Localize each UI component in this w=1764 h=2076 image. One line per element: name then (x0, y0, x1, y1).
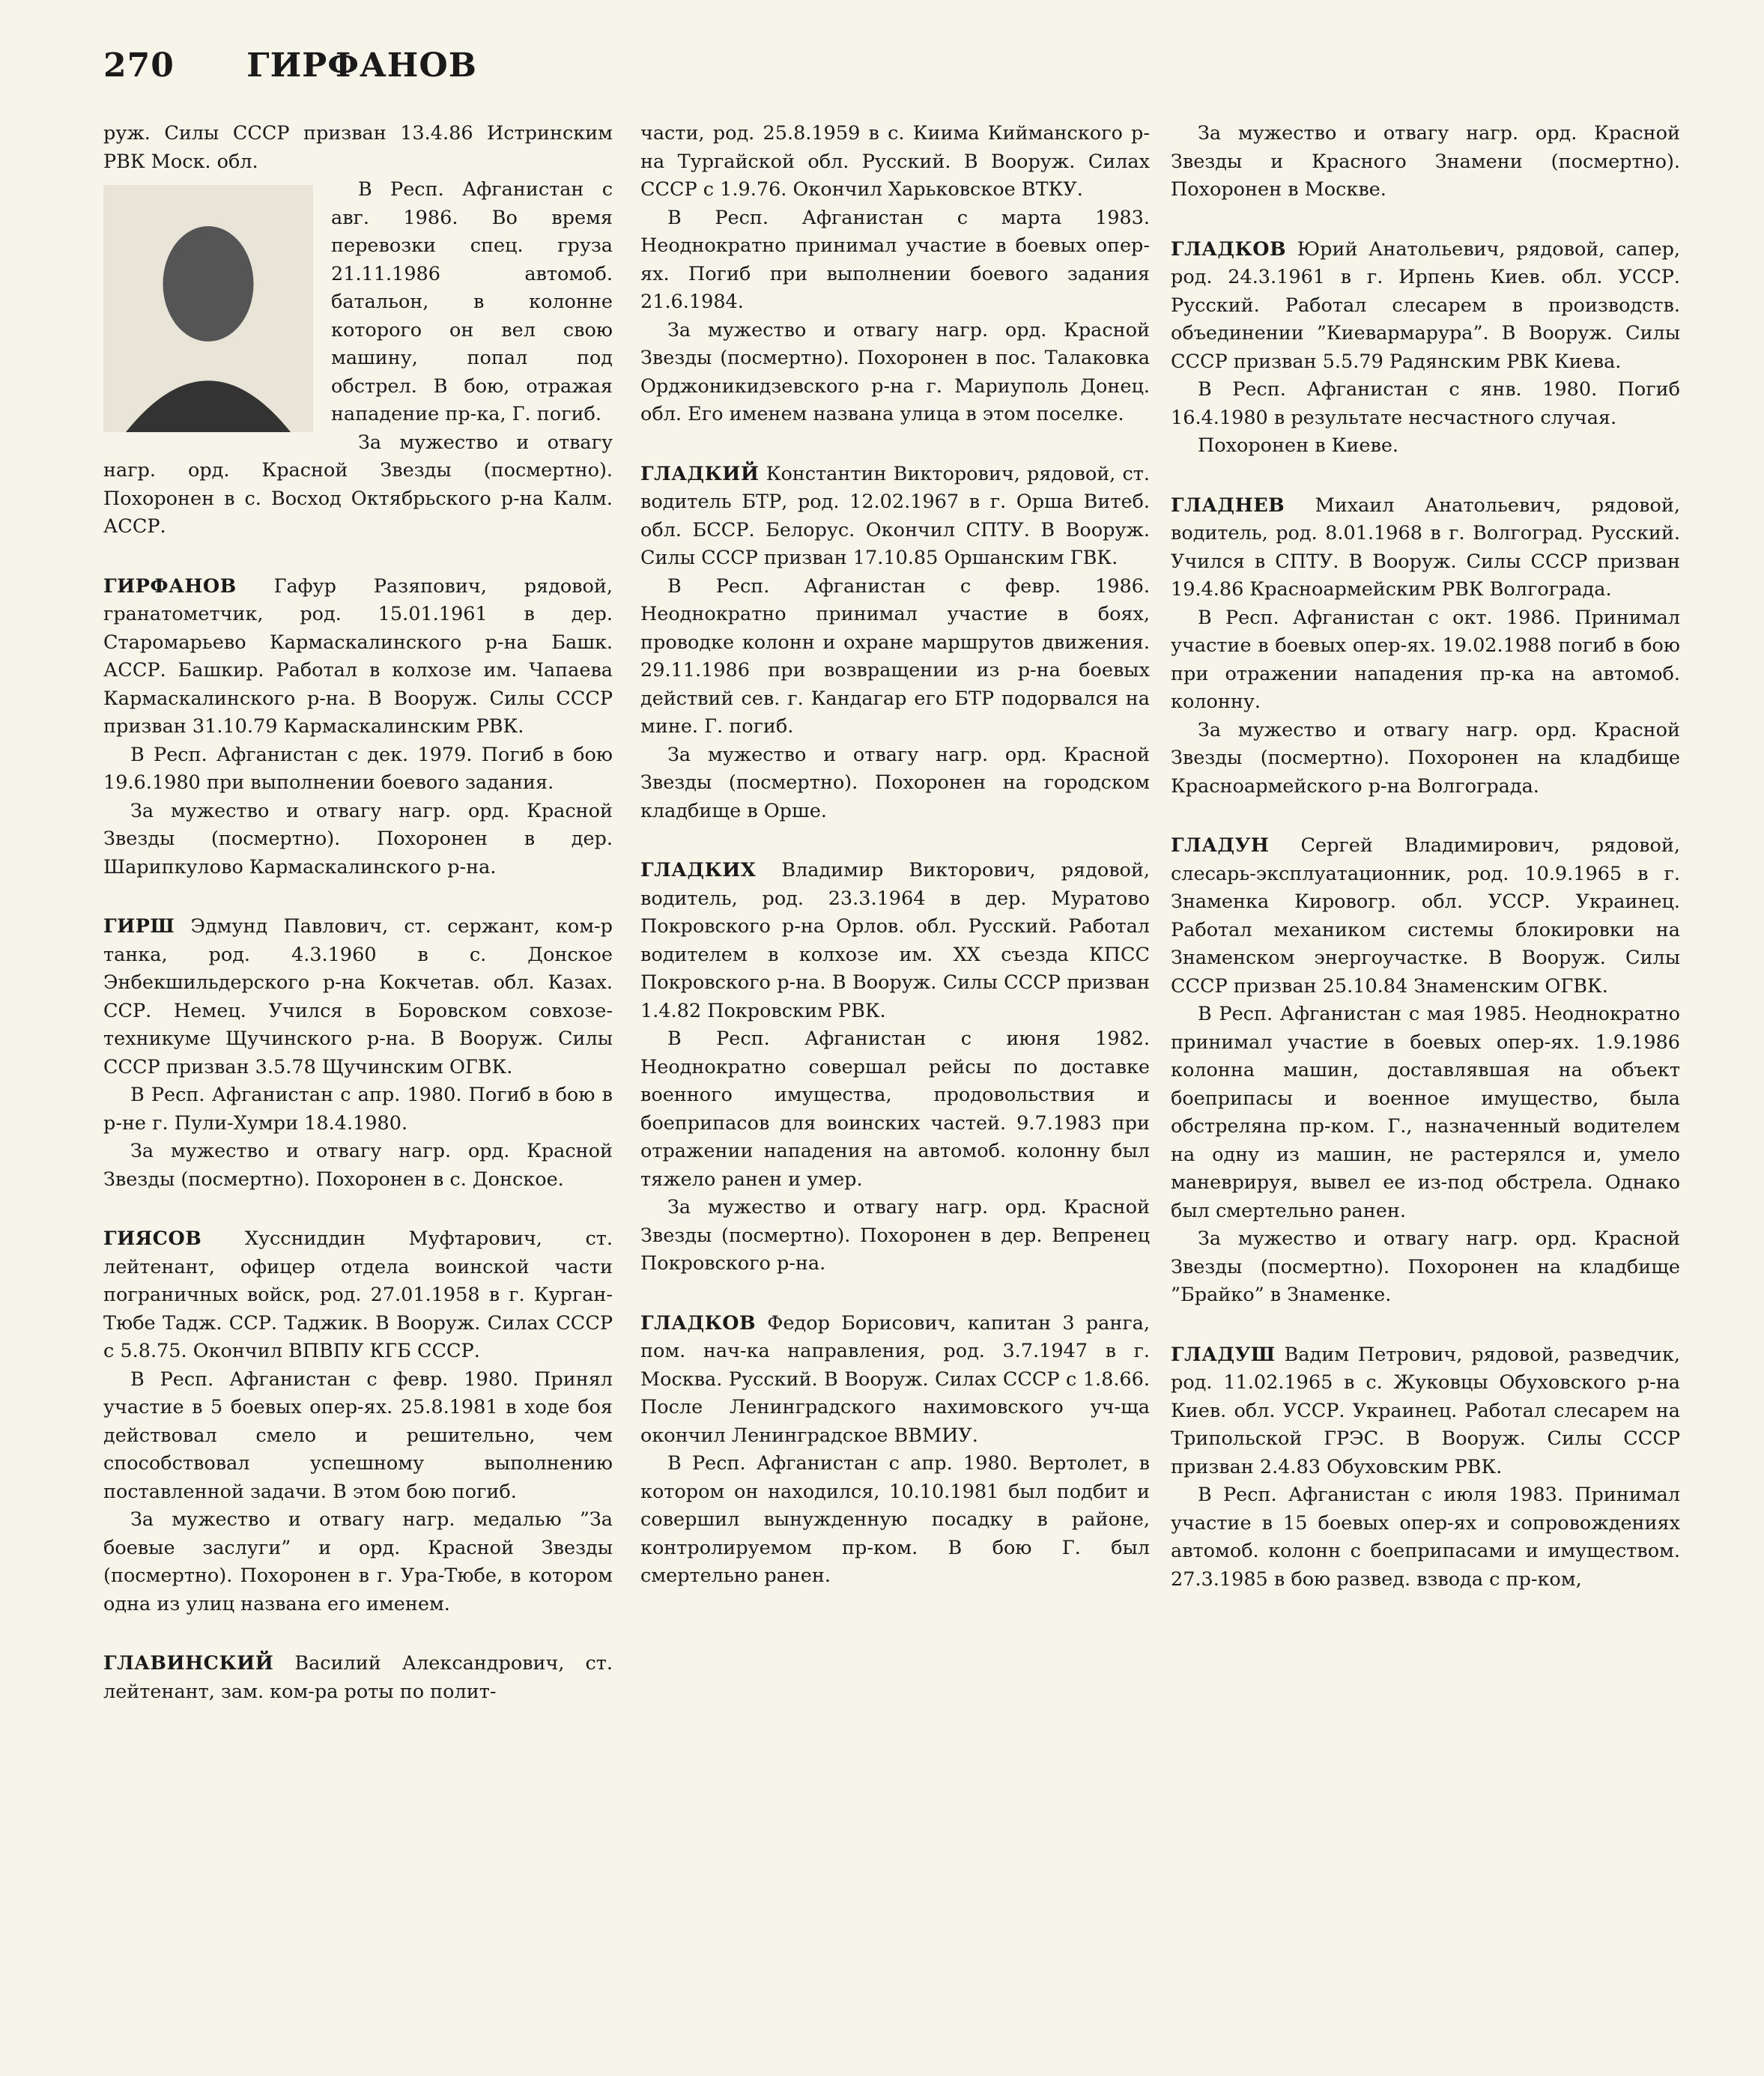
entry-paragraph: За мужество и отвагу нагр. медалью ”За боевые заслуги” и орд. Красной Звезды (посмертно). Похоронен в г. Ура-Тюбе, в котором одна из улиц названа его именем. (103, 1508, 613, 1615)
entry-gladkov-y (1171, 236, 1680, 461)
entry-paragraph: В Респ. Афганистан с мая 1985. Неоднократно принимал участие в боевых опер-ях. 1.9.1986 колонна машин, доставлявшая на объект боеприпасы и военное имущество, была обстреляна пр-ком. Г., назначенный водителем на одну из машин, не растерялся и, умело маневрируя, вывел ее из-под обстрела. Однако был смертельно ранен. (1171, 1003, 1680, 1222)
entry-paragraph: В Респ. Афганистан с июня 1982. Неоднократно совершал рейсы по доставке военного имущества, продовольствия и боеприпасов для воинских частей. 9.7.1983 при отражении нападения на автомоб. колонну был тяжело ранен и умер. (640, 1028, 1150, 1191)
entry-paragraph: В Респ. Афганистан с февр. 1986. Неоднократно принимал участие в боях, проводке колонн и охране маршрутов движения. 29.11.1986 при возвращении из р-на боевых действий сев. г. Кандагар его БТР подорвался на мине. Г. погиб. (640, 574, 1150, 738)
entry-paragraph: За мужество и отвагу нагр. орд. Красной Звезды (посмертно). Похоронен на кладбище Красноармейского р-на Волгограда. (1171, 718, 1680, 798)
entry-gladun (1171, 832, 1680, 1310)
entry-girsh (103, 913, 613, 1194)
entry-surname: ГЛАДКОВ (640, 1311, 757, 1335)
page-number: 270 (103, 46, 175, 85)
entry-lead: Михаил Анатольевич, рядовой, водитель, род. 8.01.1968 в г. Волгоград. Русский. Учился в СПТУ. В Вооруж. Силы СССР призван 19.4.86 Красноармейским РВК Волгограда. (1171, 494, 1680, 601)
entry-lead: Федор Борисович, капитан 3 ранга, пом. нач-ка направления, род. 3.7.1947 в г. Москва. Русский. В Вооруж. Силах СССР с 1.8.66. После Ленинградского нахимовского уч-ща окончил Ленинградское ВВМИУ. (640, 1311, 1150, 1447)
entry-gladky (640, 461, 1150, 826)
entry-surname: ГЛАДКИЙ (640, 462, 760, 485)
entry-paragraph: В Респ. Афганистан с окт. 1986. Принимал участие в боевых опер-ях. 19.02.1988 погиб в бою при отражении нападения пр-ка на автомоб. колонну. (1171, 606, 1680, 713)
entry-paragraph: За мужество и отвагу нагр. орд. Красной Звезды (посмертно). Похоронен на кладбище ”Брайко” в Знаменке. (1171, 1227, 1680, 1306)
entry-gladnev (1171, 492, 1680, 801)
running-title: ГИРФАНОВ (246, 46, 477, 85)
entry-surname: ГИРШ (103, 915, 175, 938)
entry-girfanov (103, 573, 613, 882)
entry-giyasov (103, 1225, 613, 1618)
entry-paragraph: За мужество и отвагу нагр. орд. Красной Звезды (посмертно). Похоронен в с. Восход Октябрьского р-на Калм. АССР. (103, 431, 613, 538)
entry-paragraph: В Респ. Афганистан с февр. 1980. Принял участие в 5 боевых опер-ях. 25.8.1981 в ходе боя действовал смело и решительно, чем способствовал успешному выполнению поставленной задачи. В этом бою погиб. (103, 1368, 613, 1503)
entry-lead: Хуссниддин Муфтарович, ст. лейтенант, офицер отдела воинской части пограничных войск, род. 27.01.1958 в г. Курган-Тюбе Тадж. ССР. Таджик. В Вооруж. Силах СССР с 5.8.75. Окончил ВПВПУ КГБ СССР. (103, 1227, 613, 1362)
entry-continued (103, 120, 613, 541)
entry-lead: Эдмунд Павлович, ст. сержант, ком-р танка, род. 4.3.1960 в с. Донское Энбекшильдерского р-на Кокчетав. обл. Казах. ССР. Немец. Учился в Боровском совхозе-техникуме Щучинского р-на. В Вооруж. Силы СССР призван 3.5.78 Щучинским ОГВК. (103, 915, 613, 1078)
entry-paragraph: В Респ. Афганистан с апр. 1980. Вертолет, в котором он находился, 10.10.1981 был подбит и совершил вынужденную посадку в районе, контролируемом пр-ком. В бою Г. был смертельно ранен. (640, 1452, 1150, 1587)
entry-surname: ГИЯСОВ (103, 1227, 202, 1250)
entry-lead: Константин Викторович, рядовой, ст. водитель БТР, род. 12.02.1967 в г. Орша Витеб. обл. БССР. Белорус. Окончил СПТУ. В Вооруж. Силы СССР призван 17.10.85 Оршанским ГВК. (640, 462, 1150, 569)
column-2 (640, 120, 1150, 1622)
entry-gladush (1171, 1341, 1680, 1594)
entry-surname: ГЛАДУШ (1171, 1343, 1276, 1366)
entry-paragraph: За мужество и отвагу нагр. орд. Красной Звезды (посмертно). Похоронен в дер. Вепренец Покровского р-на. (640, 1196, 1150, 1275)
entry-lead: Владимир Викторович, рядовой, водитель, род. 23.3.1964 в дер. Муратово Покровского р-на Орлов. обл. Русский. Работал водителем в колхозе им. XX съезда КПСС Покровского р-на. В Вооруж. Силы СССР призван 1.4.82 Покровским РВК. (640, 859, 1150, 1022)
entry-gladkikh (640, 857, 1150, 1278)
entry-lead: Юрий Анатольевич, рядовой, сапер, род. 24.3.1961 в г. Ирпень Киев. обл. УССР. Русский. Работал слесарем в производств. объединении ”Киевармарура”. В Вооруж. Силы СССР призван 5.5.79 Радянским РВК Киева. (1171, 237, 1680, 373)
entry-lead: руж. Силы СССР призван 13.4.86 Истринским РВК Моск. обл. (103, 122, 613, 173)
column-3 (1171, 120, 1680, 1625)
entry-surname: ГЛАДКИХ (640, 859, 757, 881)
column-1 (103, 120, 613, 1737)
entry-paragraph: В Респ. Афганистан с дек. 1979. Погиб в бою 19.6.1980 при выполнении боевого задания. (103, 743, 613, 794)
entry-gladkov-f (640, 1310, 1150, 1591)
entry-continued (1171, 120, 1680, 204)
entry-paragraph: За мужество и отвагу нагр. орд. Красной Звезды (посмертно). Похоронен на городском кладбище в Орше. (640, 743, 1150, 822)
entry-glavinsky (103, 1650, 613, 1706)
entry-continued (640, 120, 1150, 429)
entry-paragraph: В Респ. Афганистан с июля 1983. Принимал участие в 15 боевых опер-ях и сопровождениях автомоб. колонн с боеприпасами и имуществом. 27.3.1985 в бою развед. взвода с пр-ком, (1171, 1484, 1680, 1591)
entry-surname: ГЛАДУН (1171, 834, 1270, 857)
page-header (103, 46, 477, 85)
entry-surname: ГЛАВИНСКИЙ (103, 1652, 274, 1675)
entry-paragraph: Похоронен в Киеве. (1198, 434, 1399, 457)
portrait-photo (103, 185, 313, 432)
entry-paragraph: За мужество и отвагу нагр. орд. Красной Звезды (посмертно). Похоронен в с. Донское. (103, 1140, 613, 1191)
entry-lead: Вадим Петрович, рядовой, разведчик, род. 11.02.1965 в с. Жуковцы Обуховского р-на Киев. обл. УССР. Украинец. Работал слесарем на Трипольской ГРЭС. В Вооруж. Силы СССР призван 2.4.83 Обуховским РВК. (1171, 1343, 1680, 1478)
entry-surname: ГИРФАНОВ (103, 574, 237, 598)
entry-lead: части, род. 25.8.1959 в с. Киима Кийманского р-на Тургайской обл. Русский. В Вооруж. Силах СССР с 1.9.76. Окончил Харьковское ВТКУ. (640, 122, 1150, 201)
entry-lead: Сергей Владимирович, рядовой, слесарь-эксплуатационник, род. 10.9.1965 в г. Знаменка Кировогр. обл. УССР. Украинец. Работал механиком системы блокировки на Знаменском энергоучастке. В Вооруж. Силы СССР призван 25.10.84 Знаменским ОГВК. (1171, 834, 1680, 998)
entry-paragraph: В Респ. Афганистан с марта 1983. Неоднократно принимал участие в боевых опер-ях. Погиб при выполнении боевого задания 21.6.1984. (640, 206, 1150, 313)
entry-paragraph: В Респ. Афганистан с авг. 1986. Во время перевозки спец. груза 21.11.1986 автомоб. батальон, в колонне которого он вел свою машину, попал под обстрел. В бою, отражая нападение пр-ка, Г. погиб. (331, 178, 613, 425)
entry-lead: Гафур Разяпович, рядовой, гранатометчик, род. 15.01.1961 в дер. Старомарьево Кармаскалинского р-на Башк. АССР. Башкир. Работал в колхозе им. Чапаева Кармаскалинского р-на. В Вооруж. Силы СССР призван 31.10.79 Кармаскалинским РВК. (103, 574, 613, 738)
entry-surname: ГЛАДНЕВ (1171, 494, 1285, 517)
entry-paragraph: За мужество и отвагу нагр. орд. Красной Звезды (посмертно). Похоронен в дер. Шарипкулово Кармаскалинского р-на. (103, 799, 613, 878)
entry-paragraph: За мужество и отвагу нагр. орд. Красной Звезды (посмертно). Похоронен в пос. Талаковка Орджоникидзевского р-на г. Мариуполь Донец. обл. Его именем названа улица в этом поселке. (640, 318, 1150, 425)
entry-paragraph: В Респ. Афганистан с янв. 1980. Погиб 16.4.1980 в результате несчастного случая. (1171, 378, 1680, 429)
entry-paragraph: В Респ. Афганистан с апр. 1980. Погиб в бою в р-не г. Пули-Хумри 18.4.1980. (103, 1084, 613, 1135)
entry-paragraph: За мужество и отвагу нагр. орд. Красной Звезды и Красного Знамени (посмертно). Похоронен в Москве. (1171, 122, 1680, 201)
entry-lead: Василий Александрович, ст. лейтенант, зам. ком-ра роты по полит- (103, 1652, 613, 1703)
entry-surname: ГЛАДКОВ (1171, 237, 1287, 261)
